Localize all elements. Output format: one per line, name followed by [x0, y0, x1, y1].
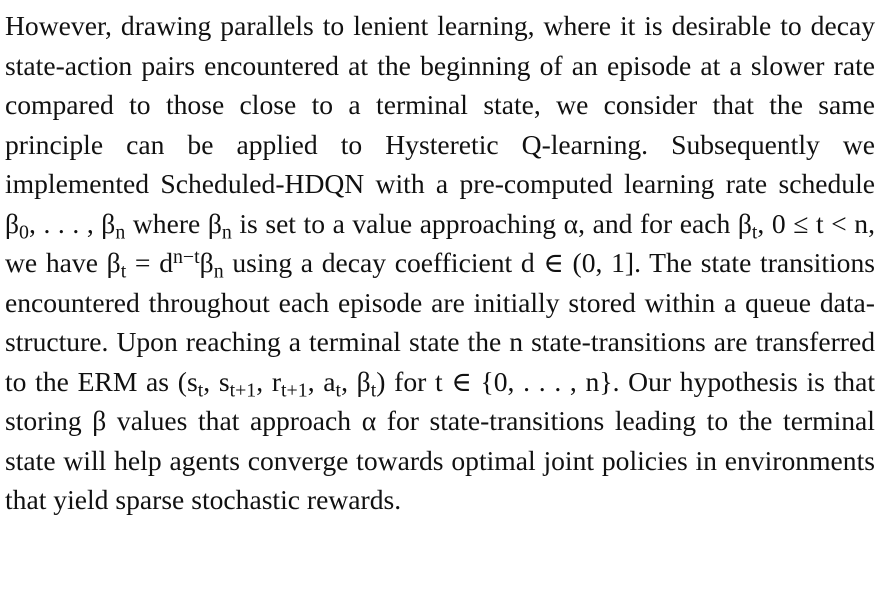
- math-set-open: {0, . . . ,: [480, 365, 586, 397]
- math-n: n: [854, 207, 869, 239]
- math-in: ∈: [442, 365, 481, 397]
- math-alpha: α: [361, 405, 377, 436]
- math-in: ∈: [534, 247, 573, 278]
- text-run: is set to a value approaching: [231, 207, 564, 239]
- math-set-close: }: [599, 365, 613, 397]
- math-zero: 0: [771, 207, 786, 239]
- math-d: d: [520, 247, 535, 278]
- text-run: for: [385, 365, 436, 397]
- text-run: ,: [757, 207, 772, 239]
- text-run: However, drawing parallels to lenient learning, where it is desirable to decay state-action pairs encountered at the beginning of an episode at a slower rate compared to those close to a terminal state, we consider that the same principle can be applied to Hysteretic Q-learning. Subsequently we implemented: [5, 10, 875, 199]
- math-interval: (0, 1]: [572, 247, 635, 278]
- math-beta-n: $\beta_n$: [207, 207, 232, 244]
- math-beta-n: $\beta_n$: [101, 207, 126, 244]
- text-run: , . . . ,: [28, 207, 102, 239]
- text-run: . The state transitions encountered throughout each episode are initially stored within a queue data-structure. Upon reaching a terminal state the: [5, 247, 875, 357]
- math-alpha: α: [563, 207, 579, 239]
- math-lt: <: [823, 207, 855, 239]
- math-t: t: [815, 207, 824, 239]
- math-t: t: [435, 365, 443, 397]
- body-paragraph: [5, 6, 875, 520]
- math-leq: ≤: [785, 207, 816, 239]
- text-run: . Our hypothesis is that storing: [5, 365, 875, 436]
- math-eq: =: [126, 247, 160, 278]
- text-run: , and for each: [578, 207, 738, 239]
- text-run: using a decay coefficient: [223, 247, 521, 278]
- text-run: state-transitions are transferred to the ERM as: [5, 326, 875, 397]
- math-beta-t: $\beta_t$: [106, 247, 127, 283]
- text-run: where: [125, 207, 208, 239]
- text-run: for state-transitions leading to the terminal state will help agents converge towards optimal joint policies in environments that yield sparse stochastic rewards.: [5, 405, 875, 515]
- method-name: Scheduled-HDQN: [160, 168, 365, 199]
- text-run: with a pre-computed learning rate schedule: [364, 168, 875, 199]
- math-beta-t: $\beta_t$: [737, 207, 758, 244]
- math-n: n: [509, 326, 524, 357]
- text-run: , we have: [5, 207, 875, 278]
- math-n: n: [585, 365, 600, 397]
- math-tuple: ($s_t$, $s_{t+1}$, $r_{t+1}$, $a_t$, $\beta_t$): [177, 365, 386, 402]
- math-beta: β: [92, 405, 107, 436]
- math-decay-term: $d^{n-t}\beta_n$: [159, 246, 224, 283]
- text-run: values that approach: [106, 405, 362, 436]
- math-beta-0: $\beta_0$: [5, 207, 29, 244]
